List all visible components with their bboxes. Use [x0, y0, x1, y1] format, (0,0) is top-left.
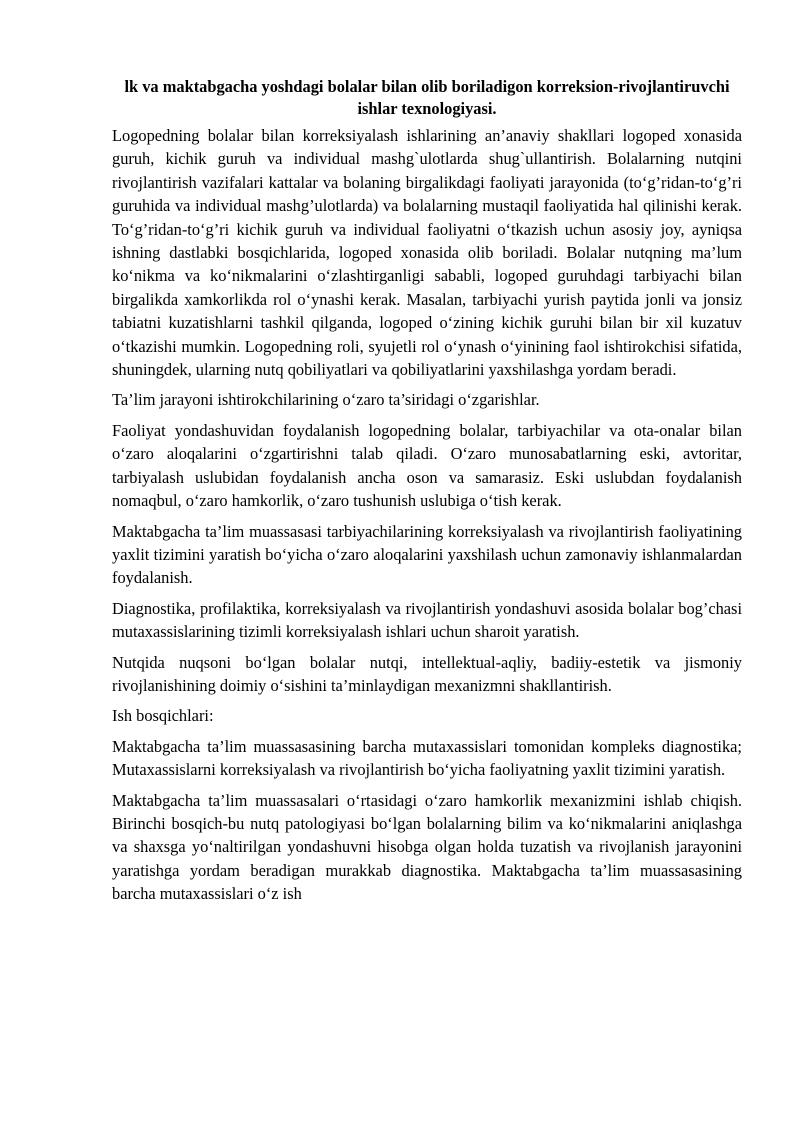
document-page — [112, 76, 742, 913]
paragraph-interaction-changes: Ta’lim jarayoni ishtirokchilarining o‘zaro ta’siridagi o‘zgarishlar. — [112, 390, 540, 410]
paragraph-diagnostics-conditions: Diagnostika, profilaktika, korreksiyalash va rivojlantirish yondashuvi asosida bolalar bog’chasi mutaxassislarining tizimli korreksiyalash ishlari uchun sharoit yaratish. — [112, 598, 742, 642]
paragraph-complex-diagnostics: Maktabgacha ta’lim muassasasining barcha mutaxassislari tomonidan kompleks diagnostika; Mutaxassislarni korreksiyalash va rivojlantirish bo‘yicha faoliyatning yaxlit tizimini yaratish. — [112, 736, 742, 780]
paragraph-modern-developments: Maktabgacha ta’lim muassasasi tarbiyachilarining korreksiyalash va rivojlantirish faoliyatining yaxlit tizimini yaratish bo‘yicha o‘zaro aloqalarini yaxshilash uchun zamonaviy ishlanmalardan foydalanish. — [112, 521, 742, 588]
paragraph-activity-approach: Faoliyat yondashuvidan foydalanish logopedning bolalar, tarbiyachilar va ota-onalar bilan o‘zaro aloqalarini o‘zgartirishni talab qiladi. O‘zaro munosabatlarning eski, avtoritar, tarbiyalash uslubidan foydalanish ancha oson va samarasiz. Eski uslubdan foydalanish nomaqbul, o‘zaro hamkorlik, o‘zaro tushunish uslubiga o‘tish kerak. — [112, 420, 742, 511]
paragraph-mechanism: Nutqida nuqsoni bo‘lgan bolalar nutqi, intellektual-aqliy, badiiy-estetik va jismoniy rivojlanishining doimiy o‘sishini ta’minlaydigan mexanizmni shakllantirish. — [112, 652, 742, 695]
paragraph-cooperation-mechanism: Maktabgacha ta’lim muassasalari o‘rtasidagi o‘zaro hamkorlik mexanizmini ishlab chiqish. Birinchi bosqich-bu nutq patologiyasi bo‘lgan bolalarning bilim va ko‘nikmalarini aniqlashga va shaxsga yo‘naltirilgan yondashuvni hisobga olgan holda tuzatish va rivojlanish jarayonini yaratishga yordam beradigan murakkab diagnostika. Maktabgacha ta’lim muassasasining barcha mutaxassislari o‘z ish — [112, 790, 742, 904]
document-title: lk va maktabgacha yoshdagi bolalar bilan olib boriladigon korreksion-rivojlantiruvchi ishlar texnologiyasi. — [124, 77, 730, 118]
paragraph-work-stages-heading: Ish bosqichlari: — [112, 706, 214, 726]
paragraph-traditional-forms: Logopedning bolalar bilan korreksiyalash ishlarining an’anaviy shakllari logoped xonasida guruh, kichik guruh va individual mashg`ulotlarda shug`ullantirish. Bolalarning nutqini rivojlantirish vazifalari kattalar va bolaning birgalikdagi faoliyati jarayonida (to‘g’ridan-to‘g’ri guruhida va individual mashg’ulotlarda) va bolalarning mustaqil faoliyatida hal qilinishi kerak. To‘g’ridan-to‘g’ri kichik guruh va individual faoliyatni o‘tkazish uchun asosiy joy, ayniqsa ishning dastlabki bosqichlarida, logoped xonasida olib boriladi. Bolalar nutqning ma’lum ko‘nikma va ko‘nikmalarini o‘zlashtirganligi sababli, logoped guruhdagi tarbiyachi bilan birgalikda xamkorlikda rol o‘ynashi kerak. Masalan, tarbiyachi yurish paytida jonli va jonsiz tabiatni kuzatishlarni tashkil qilganda, logoped o‘zining kichik guruhi bilan bir xil kuzatuv o‘tkazishi mumkin. Logopedning roli, syujetli rol o‘ynash o‘yinining faol ishtirokchisi sifatida, shuningdek, ularning nutq qobiliyatlari va qobiliyatlarini yaxshilashga yordam beradi. — [112, 126, 742, 380]
